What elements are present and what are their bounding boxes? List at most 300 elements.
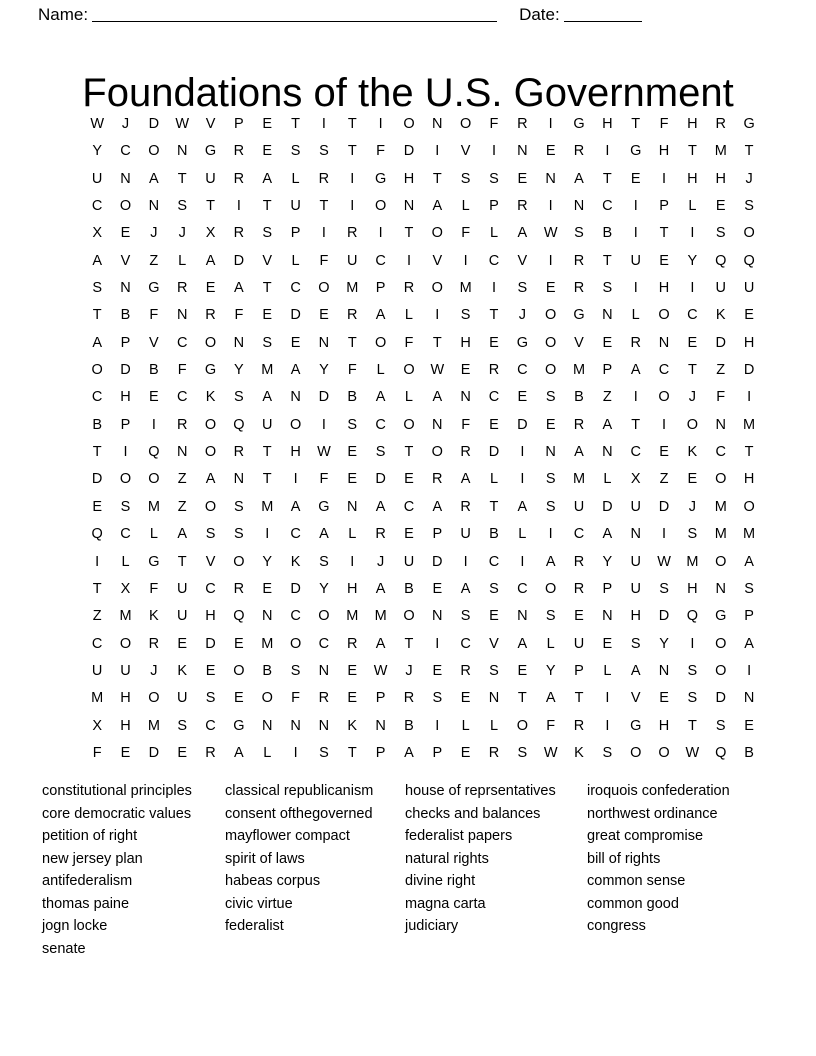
grid-letter[interactable]: A [545,690,556,707]
grid-letter[interactable]: I [520,553,525,570]
grid-letter[interactable]: M [346,608,359,625]
grid-letter[interactable]: L [603,662,612,679]
grid-letter[interactable]: S [545,608,556,625]
grid-letter[interactable]: M [572,362,586,379]
grid-letter[interactable]: Y [687,252,698,269]
grid-letter[interactable]: O [261,690,273,707]
grid-letter[interactable]: O [403,416,415,433]
grid-letter[interactable]: G [715,608,727,625]
grid-letter[interactable]: W [543,225,558,242]
grid-letter[interactable]: S [319,744,329,761]
grid-letter[interactable]: R [573,553,585,570]
grid-letter[interactable]: J [150,225,158,242]
grid-letter[interactable]: I [321,116,326,132]
grid-letter[interactable]: T [687,362,697,379]
grid-letter[interactable]: T [432,334,442,351]
grid-letter[interactable]: W [175,116,190,132]
word-list-item[interactable]: civic virtue [225,895,293,912]
grid-letter[interactable]: N [432,608,443,625]
grid-letter[interactable]: S [489,580,499,597]
grid-letter[interactable]: O [715,635,727,652]
grid-letter[interactable]: L [348,526,357,543]
grid-letter[interactable]: T [347,334,357,351]
grid-letter[interactable]: S [602,280,613,297]
grid-letter[interactable]: R [375,526,386,543]
grid-letter[interactable]: S [545,498,556,515]
grid-letter[interactable]: P [120,416,131,433]
grid-letter[interactable]: N [460,389,471,406]
word-list-item[interactable]: spirit of laws [225,850,305,867]
grid-letter[interactable]: S [687,526,698,543]
grid-letter[interactable]: O [148,143,160,160]
grid-letter[interactable]: E [205,662,216,679]
grid-letter[interactable]: E [347,662,358,679]
grid-letter[interactable]: O [403,608,415,625]
grid-letter[interactable]: N [148,198,160,215]
grid-letter[interactable]: Y [92,143,102,160]
grid-letter[interactable]: T [744,143,754,160]
grid-letter[interactable]: P [602,362,613,379]
grid-letter[interactable]: I [435,717,440,734]
grid-letter[interactable]: S [120,498,131,515]
grid-letter[interactable]: W [543,744,558,761]
grid-letter[interactable]: A [744,635,754,652]
grid-letter[interactable]: E [347,444,358,461]
grid-letter[interactable]: Q [715,744,727,761]
grid-letter[interactable]: A [630,662,641,679]
grid-letter[interactable]: I [662,526,667,543]
word-list-item[interactable]: thomas paine [42,895,130,912]
grid-letter[interactable]: N [176,444,188,461]
word-list-item[interactable]: congress [587,918,646,934]
grid-letter[interactable]: M [572,471,586,488]
grid-letter[interactable]: A [92,334,102,351]
grid-letter[interactable]: D [602,498,613,515]
grid-letter[interactable]: A [517,635,528,652]
grid-letter[interactable]: D [517,416,528,433]
grid-letter[interactable]: M [91,690,104,707]
grid-letter[interactable]: C [602,198,613,215]
grid-letter[interactable]: R [573,143,585,160]
grid-letter[interactable]: F [489,116,499,132]
grid-letter[interactable]: F [546,717,556,734]
grid-letter[interactable]: O [545,334,557,351]
grid-letter[interactable]: O [403,116,415,132]
grid-letter[interactable]: S [92,280,102,297]
grid-letter[interactable]: M [346,280,359,297]
grid-letter[interactable]: F [376,143,386,160]
grid-letter[interactable]: F [149,580,159,597]
grid-letter[interactable]: R [205,744,216,761]
grid-letter[interactable]: E [205,280,216,297]
grid-letter[interactable]: V [262,252,273,269]
grid-letter[interactable]: I [747,662,752,679]
grid-letter[interactable]: D [403,143,415,160]
grid-letter[interactable]: I [435,143,440,160]
grid-letter[interactable]: D [715,334,726,351]
grid-letter[interactable]: R [403,690,415,707]
grid-letter[interactable]: N [602,608,613,625]
grid-letter[interactable]: X [92,225,102,242]
grid-letter[interactable]: C [290,608,301,625]
grid-letter[interactable]: S [517,280,528,297]
grid-letter[interactable]: L [688,198,697,215]
grid-letter[interactable]: A [602,416,613,433]
grid-letter[interactable]: T [177,170,187,187]
grid-letter[interactable]: L [631,307,640,324]
grid-letter[interactable]: R [573,416,585,433]
grid-letter[interactable]: G [148,280,160,297]
grid-letter[interactable]: E [460,744,471,761]
grid-letter[interactable]: S [602,744,613,761]
grid-letter[interactable]: S [205,526,216,543]
grid-letter[interactable]: G [148,553,160,570]
grid-letter[interactable]: E [149,389,159,406]
grid-letter[interactable]: S [319,143,329,160]
grid-letter[interactable]: O [318,280,330,297]
word-list-item[interactable]: classical republicanism [225,783,374,799]
grid-letter[interactable]: P [375,690,386,707]
grid-letter[interactable]: K [177,662,188,679]
grid-letter[interactable]: K [574,744,584,761]
grid-letter[interactable]: M [147,717,160,734]
grid-letter[interactable]: A [262,170,273,187]
grid-letter[interactable]: B [574,389,584,406]
grid-letter[interactable]: C [91,389,103,406]
grid-letter[interactable]: F [291,690,300,707]
grid-letter[interactable]: Y [262,553,273,570]
grid-letter[interactable]: D [290,580,301,597]
grid-letter[interactable]: O [545,580,557,597]
grid-letter[interactable]: Y [545,662,556,679]
grid-letter[interactable]: R [630,334,641,351]
grid-letter[interactable]: T [92,444,102,461]
grid-letter[interactable]: S [489,662,499,679]
grid-letter[interactable]: Q [233,416,245,433]
grid-letter[interactable]: P [234,116,244,132]
grid-letter[interactable]: Z [716,362,726,379]
grid-letter[interactable]: C [488,553,500,570]
grid-letter[interactable]: P [659,198,669,215]
grid-letter[interactable]: R [318,690,330,707]
grid-letter[interactable]: S [545,471,556,488]
grid-letter[interactable]: I [520,471,525,488]
grid-letter[interactable]: Q [743,252,755,269]
grid-letter[interactable]: I [633,280,638,297]
grid-letter[interactable]: P [489,198,499,215]
grid-letter[interactable]: Q [686,608,699,625]
word-list-item[interactable]: checks and balances [405,805,541,822]
grid-letter[interactable]: C [176,389,188,406]
grid-letter[interactable]: B [602,225,613,242]
grid-letter[interactable]: O [658,307,670,324]
grid-letter[interactable]: S [234,526,244,543]
grid-letter[interactable]: O [119,198,132,215]
grid-letter[interactable]: A [432,498,443,515]
grid-letter[interactable]: O [204,334,217,351]
grid-letter[interactable]: O [743,225,755,242]
grid-letter[interactable]: O [431,280,443,297]
grid-letter[interactable]: T [262,280,272,297]
grid-letter[interactable]: I [520,444,525,461]
grid-letter[interactable]: U [573,635,585,652]
grid-letter[interactable]: I [321,416,326,433]
grid-letter[interactable]: N [290,389,301,406]
grid-letter[interactable]: M [714,143,727,160]
grid-letter[interactable]: U [630,553,641,570]
grid-letter[interactable]: A [375,389,386,406]
grid-letter[interactable]: I [548,198,553,215]
grid-letter[interactable]: I [633,198,638,215]
grid-letter[interactable]: R [347,635,358,652]
grid-letter[interactable]: D [658,608,670,625]
grid-letter[interactable]: U [630,252,641,269]
grid-letter[interactable]: D [488,444,500,461]
grid-letter[interactable]: T [262,444,272,461]
grid-letter[interactable]: H [290,444,301,461]
grid-letter[interactable]: H [687,580,698,597]
grid-letter[interactable]: I [236,198,241,215]
word-list-item[interactable]: common sense [587,873,686,889]
grid-letter[interactable]: N [233,471,245,488]
grid-letter[interactable]: C [488,389,500,406]
grid-letter[interactable]: M [119,608,132,625]
grid-letter[interactable]: M [714,498,727,515]
grid-letter[interactable]: I [690,635,695,652]
grid-letter[interactable]: C [91,198,103,215]
grid-letter[interactable]: T [687,717,697,734]
grid-letter[interactable]: J [376,553,385,570]
grid-letter[interactable]: E [347,690,358,707]
grid-letter[interactable]: H [687,116,698,132]
word-list-item[interactable]: consent ofthegoverned [225,805,373,822]
grid-letter[interactable]: F [461,225,471,242]
grid-letter[interactable]: E [404,471,414,488]
grid-letter[interactable]: O [715,471,727,488]
name-write-in-line[interactable] [92,8,497,22]
grid-letter[interactable]: G [204,143,217,160]
word-list-item[interactable]: new jersey plan [42,850,143,867]
grid-letter[interactable]: U [573,498,585,515]
grid-letter[interactable]: O [658,389,670,406]
grid-letter[interactable]: E [517,662,528,679]
grid-letter[interactable]: B [404,717,414,734]
grid-letter[interactable]: R [460,662,471,679]
grid-letter[interactable]: U [743,280,755,297]
grid-letter[interactable]: L [291,252,300,269]
grid-letter[interactable]: O [686,416,699,433]
grid-letter[interactable]: Z [177,471,187,488]
grid-letter[interactable]: I [548,526,553,543]
grid-letter[interactable]: A [574,170,584,187]
grid-letter[interactable]: U [715,280,726,297]
grid-letter[interactable]: H [687,170,698,187]
grid-letter[interactable]: E [432,662,443,679]
grid-letter[interactable]: N [318,334,330,351]
grid-letter[interactable]: T [347,744,357,761]
grid-letter[interactable]: V [574,334,584,351]
grid-letter[interactable]: C [318,635,330,652]
grid-letter[interactable]: S [545,389,556,406]
grid-letter[interactable]: T [347,143,357,160]
grid-letter[interactable]: A [177,526,188,543]
grid-letter[interactable]: A [432,198,443,215]
grid-letter[interactable]: C [460,635,471,652]
grid-letter[interactable]: T [574,690,584,707]
grid-letter[interactable]: K [687,444,698,461]
grid-letter[interactable]: O [119,471,132,488]
grid-letter[interactable]: D [715,690,726,707]
grid-letter[interactable]: U [347,252,358,269]
grid-letter[interactable]: N [403,198,415,215]
grid-letter[interactable]: A [404,744,414,761]
grid-letter[interactable]: I [293,744,298,761]
grid-letter[interactable]: R [460,444,471,461]
grid-letter[interactable]: L [404,389,413,406]
grid-letter[interactable]: I [293,471,298,488]
grid-letter[interactable]: C [630,444,641,461]
grid-letter[interactable]: L [121,553,130,570]
grid-letter[interactable]: H [658,280,670,297]
word-list-item[interactable]: divine right [405,873,476,889]
grid-letter[interactable]: W [430,362,445,379]
grid-letter[interactable]: U [91,662,103,679]
grid-letter[interactable]: S [715,225,726,242]
grid-letter[interactable]: N [375,717,386,734]
grid-letter[interactable]: S [234,498,244,515]
grid-letter[interactable]: S [630,635,641,652]
grid-letter[interactable]: E [545,416,556,433]
grid-letter[interactable]: T [404,444,414,461]
grid-letter[interactable]: E [120,225,131,242]
grid-letter[interactable]: S [517,744,528,761]
grid-letter[interactable]: T [489,307,499,324]
grid-letter[interactable]: O [374,198,387,215]
grid-letter[interactable]: A [319,526,329,543]
grid-letter[interactable]: N [573,198,585,215]
grid-letter[interactable]: D [148,744,160,761]
grid-letter[interactable]: E [460,362,471,379]
grid-letter[interactable]: Y [602,553,613,570]
grid-letter[interactable]: U [460,526,471,543]
grid-letter[interactable]: Q [91,526,103,543]
grid-letter[interactable]: F [234,307,244,324]
grid-letter[interactable]: R [517,116,528,132]
grid-letter[interactable]: H [658,717,670,734]
grid-letter[interactable]: A [602,526,613,543]
grid-letter[interactable]: J [405,662,413,679]
grid-letter[interactable]: R [460,498,471,515]
grid-letter[interactable]: L [404,307,413,324]
grid-letter[interactable]: G [630,717,642,734]
word-list-item[interactable]: federalist [225,918,284,934]
grid-letter[interactable]: I [151,416,156,433]
grid-letter[interactable]: V [120,252,131,269]
grid-letter[interactable]: C [120,526,131,543]
grid-letter[interactable]: N [347,498,358,515]
grid-letter[interactable]: E [290,334,301,351]
grid-letter[interactable]: R [573,252,585,269]
grid-letter[interactable]: S [177,717,188,734]
grid-letter[interactable]: R [573,580,585,597]
grid-letter[interactable]: E [234,635,244,652]
grid-letter[interactable]: A [460,580,471,597]
grid-letter[interactable]: H [120,717,131,734]
grid-letter[interactable]: C [403,498,415,515]
grid-letter[interactable]: F [404,334,414,351]
word-list-item[interactable]: core democratic values [42,805,192,822]
grid-letter[interactable]: T [489,498,499,515]
grid-letter[interactable]: E [744,717,754,734]
grid-letter[interactable]: O [545,362,557,379]
grid-letter[interactable]: I [633,225,638,242]
grid-letter[interactable]: B [489,526,499,543]
grid-letter[interactable]: J [121,116,130,132]
grid-letter[interactable]: L [376,362,385,379]
grid-letter[interactable]: N [715,416,726,433]
grid-letter[interactable]: U [176,690,188,707]
grid-letter[interactable]: O [460,116,472,132]
grid-letter[interactable]: U [176,608,188,625]
grid-letter[interactable]: E [659,444,669,461]
grid-letter[interactable]: A [574,444,584,461]
grid-letter[interactable]: A [290,498,301,515]
grid-letter[interactable]: X [630,471,641,488]
grid-letter[interactable]: E [602,635,613,652]
grid-letter[interactable]: I [463,553,468,570]
grid-letter[interactable]: P [375,744,386,761]
grid-letter[interactable]: T [631,416,641,433]
grid-letter[interactable]: P [290,225,301,242]
grid-letter[interactable]: D [120,362,131,379]
grid-letter[interactable]: C [517,580,528,597]
grid-letter[interactable]: I [690,280,695,297]
grid-letter[interactable]: N [120,170,131,187]
grid-letter[interactable]: S [290,143,301,160]
grid-letter[interactable]: M [261,362,274,379]
grid-letter[interactable]: H [403,170,415,187]
grid-letter[interactable]: E [234,690,244,707]
word-list-item[interactable]: constitutional principles [42,783,192,799]
grid-letter[interactable]: R [233,170,245,187]
grid-letter[interactable]: Q [715,252,727,269]
grid-letter[interactable]: V [460,143,471,160]
grid-letter[interactable]: L [263,744,272,761]
grid-letter[interactable]: G [573,116,585,132]
grid-letter[interactable]: N [318,717,330,734]
grid-letter[interactable]: S [262,334,273,351]
grid-letter[interactable]: H [743,334,755,351]
grid-letter[interactable]: E [92,498,102,515]
grid-letter[interactable]: E [687,334,698,351]
word-list-item[interactable]: judiciary [405,918,459,934]
grid-letter[interactable]: R [176,280,188,297]
grid-letter[interactable]: E [517,170,528,187]
grid-letter[interactable]: T [744,444,754,461]
grid-letter[interactable]: N [658,662,670,679]
grid-letter[interactable]: E [120,744,131,761]
grid-letter[interactable]: O [374,334,387,351]
grid-letter[interactable]: I [690,225,695,242]
grid-letter[interactable]: M [714,526,727,543]
grid-letter[interactable]: A [290,362,301,379]
grid-letter[interactable]: Z [602,389,612,406]
grid-letter[interactable]: W [373,662,388,679]
grid-letter[interactable]: E [404,526,414,543]
grid-letter[interactable]: S [432,690,443,707]
grid-letter[interactable]: N [545,170,556,187]
grid-letter[interactable]: F [92,744,102,761]
